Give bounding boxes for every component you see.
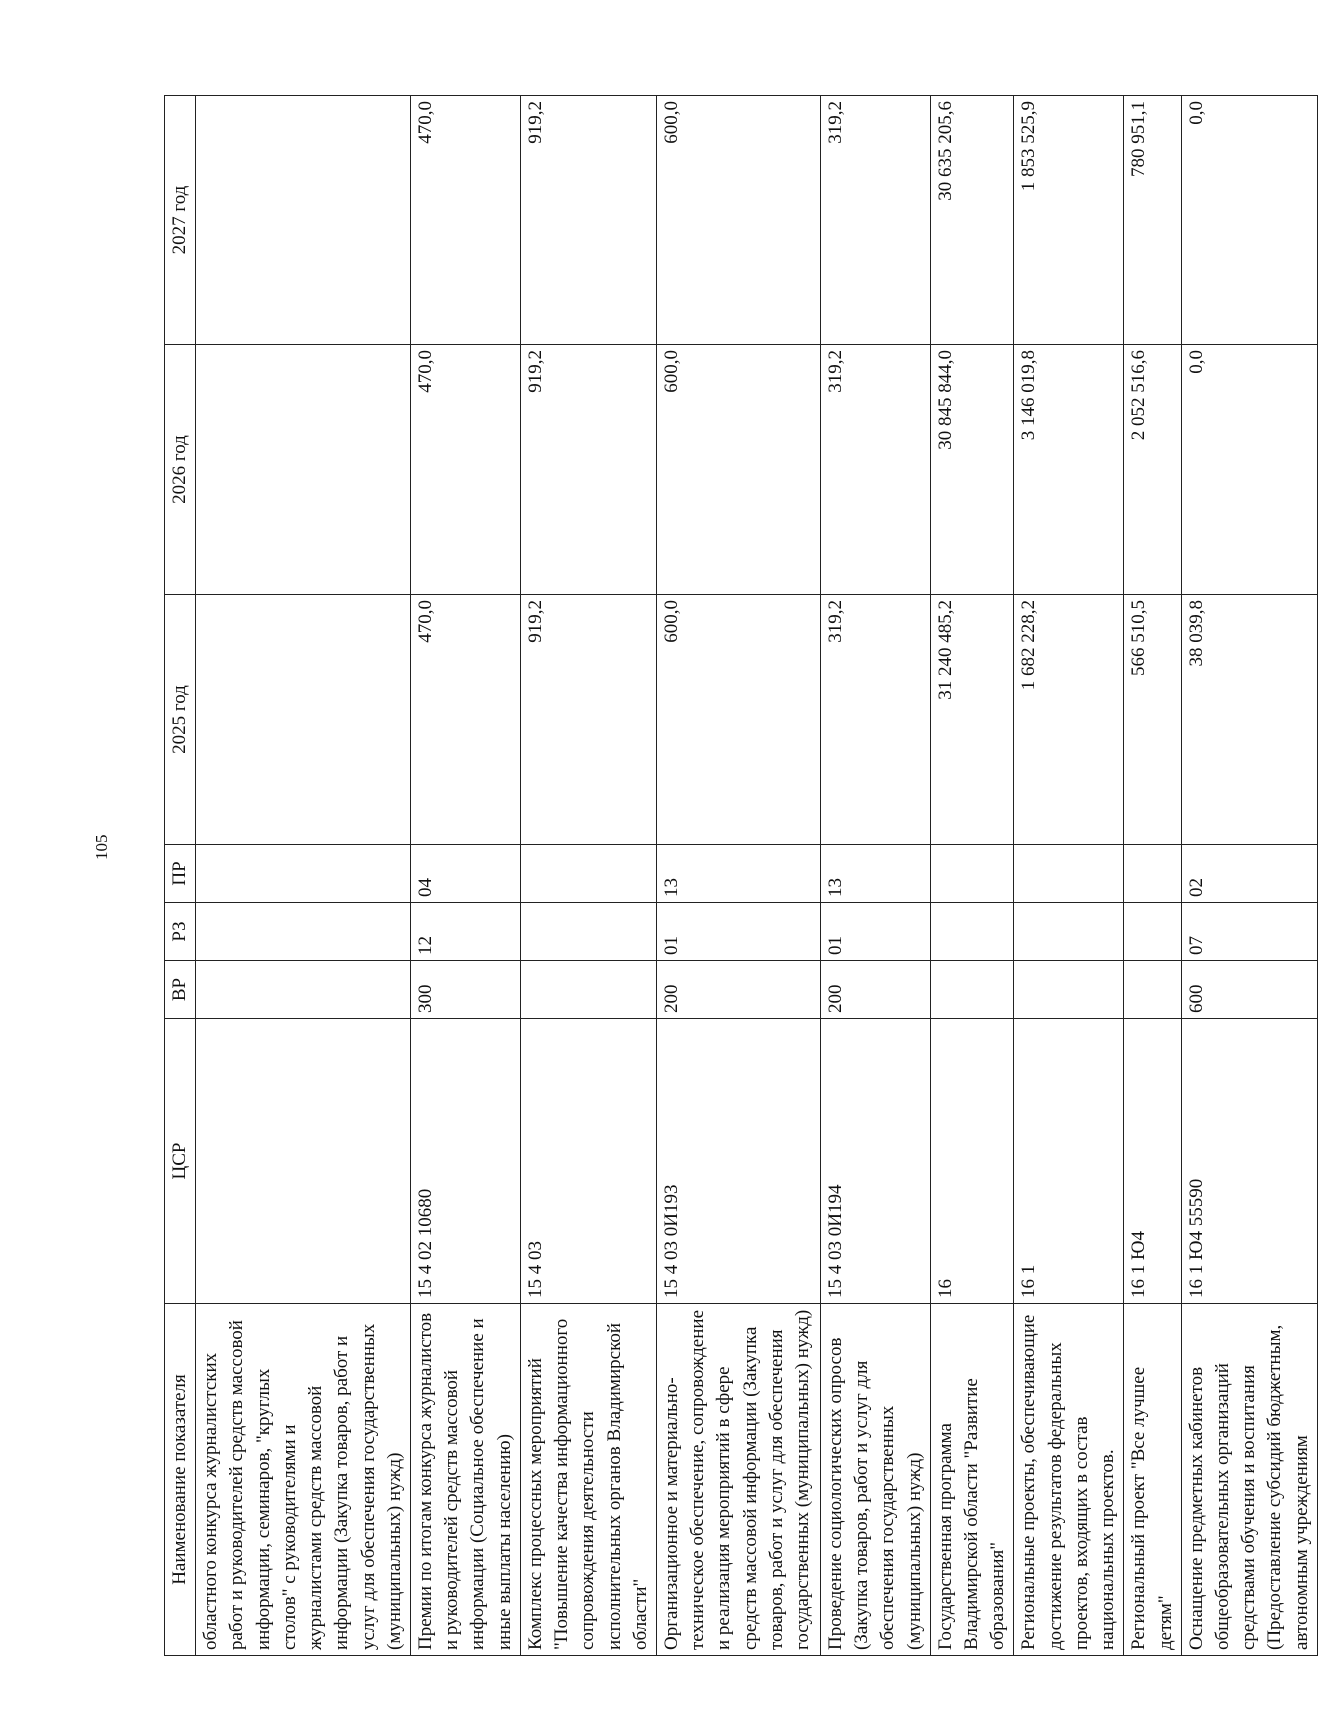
table-row [410, 96, 520, 1656]
cell-rz: 07 [1181, 903, 1317, 961]
cell-rz: 12 [410, 903, 520, 961]
cell-2027: 0,0 [1181, 96, 1317, 345]
cell-csr: 16 1 [1014, 1019, 1124, 1304]
cell-2027: 319,2 [820, 96, 930, 345]
cell-2026: 0,0 [1181, 345, 1317, 595]
cell-csr [196, 1019, 411, 1304]
cell-rz [930, 903, 1014, 961]
header-csr: ЦСР [165, 1019, 196, 1304]
cell-vr [1014, 961, 1124, 1019]
cell-pr: 13 [656, 845, 820, 903]
cell-2027: 600,0 [656, 96, 820, 345]
cell-2025: 1 682 228,2 [1014, 595, 1124, 845]
cell-name: Комплекс процессных мероприятий "Повышение качества информационного сопровождения деятельности исполнительных органов Владимирской области" [520, 1304, 656, 1656]
page-number: 105 [92, 834, 111, 860]
table-row [196, 96, 411, 1656]
table-row [930, 96, 1014, 1656]
cell-name: Проведение социологических опросов (Закупка товаров, работ и услуг для обеспечения государственных (муниципальных) нужд) [820, 1304, 930, 1656]
header-2026: 2026 год [165, 345, 196, 595]
budget-table [164, 95, 1318, 1656]
cell-pr: 13 [820, 845, 930, 903]
header-pr: ПР [165, 845, 196, 903]
cell-2027: 1 853 525,9 [1014, 96, 1124, 345]
cell-name: Премии по итогам конкурса журналистов и руководителей средств массовой информации (Социальное обеспечение и иные выплаты населению) [410, 1304, 520, 1656]
cell-2026: 919,2 [520, 345, 656, 595]
cell-2025: 566 510,5 [1124, 595, 1181, 845]
cell-2027: 470,0 [410, 96, 520, 345]
cell-vr [1124, 961, 1181, 1019]
cell-pr [520, 845, 656, 903]
cell-2025: 38 039,8 [1181, 595, 1317, 845]
cell-2026: 3 146 019,8 [1014, 345, 1124, 595]
cell-pr [196, 845, 411, 903]
table-row [820, 96, 930, 1656]
cell-2027: 30 635 205,6 [930, 96, 1014, 345]
cell-2026 [196, 345, 411, 595]
cell-rz [1124, 903, 1181, 961]
header-name: Наименование показателя [165, 1304, 196, 1656]
table-row [656, 96, 820, 1656]
cell-vr: 300 [410, 961, 520, 1019]
cell-name: Организационное и материально-техническое обеспечение, сопровождение и реализация мероприятий в сфере средств массовой информации (Закупка товаров, работ и услуг для обеспечения государственных (муниципальных) нужд) [656, 1304, 820, 1656]
cell-pr: 02 [1181, 845, 1317, 903]
cell-2027: 780 951,1 [1124, 96, 1181, 345]
header-2025: 2025 год [165, 595, 196, 845]
cell-name: Государственная программа Владимирской области "Развитие образования" [930, 1304, 1014, 1656]
rotated-table-container [164, 96, 1312, 1656]
cell-2025 [196, 595, 411, 845]
cell-csr: 15 4 03 0И194 [820, 1019, 930, 1304]
table-row [1014, 96, 1124, 1656]
cell-csr: 15 4 03 0И193 [656, 1019, 820, 1304]
cell-2026: 319,2 [820, 345, 930, 595]
cell-pr: 04 [410, 845, 520, 903]
cell-csr: 16 1 Ю4 55590 [1181, 1019, 1317, 1304]
table-row [520, 96, 656, 1656]
cell-vr: 600 [1181, 961, 1317, 1019]
cell-2025: 31 240 485,2 [930, 595, 1014, 845]
cell-rz [520, 903, 656, 961]
cell-2025: 600,0 [656, 595, 820, 845]
cell-csr: 15 4 03 [520, 1019, 656, 1304]
cell-rz [196, 903, 411, 961]
header-rz: РЗ [165, 903, 196, 961]
cell-rz: 01 [656, 903, 820, 961]
cell-2025: 319,2 [820, 595, 930, 845]
cell-2025: 470,0 [410, 595, 520, 845]
cell-2025: 919,2 [520, 595, 656, 845]
cell-vr [196, 961, 411, 1019]
cell-rz: 01 [820, 903, 930, 961]
table-row [1181, 96, 1317, 1656]
cell-rz [1014, 903, 1124, 961]
cell-vr: 200 [656, 961, 820, 1019]
cell-vr [930, 961, 1014, 1019]
cell-2026: 470,0 [410, 345, 520, 595]
cell-2026: 600,0 [656, 345, 820, 595]
cell-name: Оснащение предметных кабинетов общеобразовательных организаций средствами обучения и воспитания (Предоставление субсидий бюджетным, автономным учреждениям [1181, 1304, 1317, 1656]
cell-csr: 15 4 02 10680 [410, 1019, 520, 1304]
cell-vr: 200 [820, 961, 930, 1019]
cell-2026: 30 845 844,0 [930, 345, 1014, 595]
cell-2026: 2 052 516,6 [1124, 345, 1181, 595]
cell-2027: 919,2 [520, 96, 656, 345]
cell-name: областного конкурса журналистских работ и руководителей средств массовой информации, семинаров, "круглых столов" с руководителями и журналистами средств массовой информации (Закупка товаров, работ и услуг для обеспечения государственных (муниципальных) нужд) [196, 1304, 411, 1656]
cell-pr [1014, 845, 1124, 903]
cell-csr: 16 [930, 1019, 1014, 1304]
header-vr: ВР [165, 961, 196, 1019]
cell-csr: 16 1 Ю4 [1124, 1019, 1181, 1304]
cell-pr [1124, 845, 1181, 903]
cell-name: Региональные проекты, обеспечивающие достижение результатов федеральных проектов, входящих в состав национальных проектов. [1014, 1304, 1124, 1656]
cell-name: Региональный проект "Все лучшее детям" [1124, 1304, 1181, 1656]
header-2027: 2027 год [165, 96, 196, 345]
cell-pr [930, 845, 1014, 903]
cell-vr [520, 961, 656, 1019]
table-row [1124, 96, 1181, 1656]
table-header-row [165, 96, 196, 1656]
cell-2027 [196, 96, 411, 345]
